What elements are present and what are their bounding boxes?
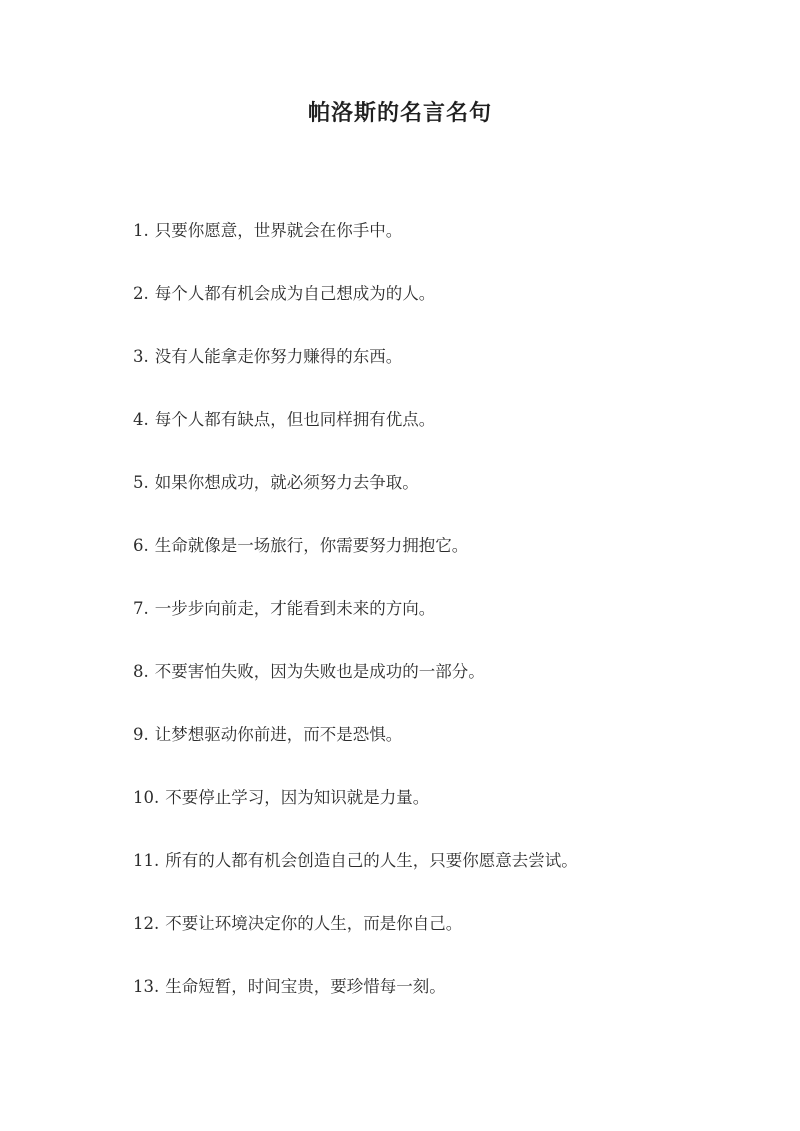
quote-text: 不要让环境决定你的人生，而是你自己。 <box>165 914 463 933</box>
quote-text: 不要害怕失败，因为失败也是成功的一部分。 <box>154 662 485 681</box>
quote-text: 每个人都有缺点，但也同样拥有优点。 <box>154 410 436 429</box>
quote-number: 5. <box>133 473 149 492</box>
quote-text: 只要你愿意，世界就会在你手中。 <box>154 221 403 240</box>
quote-number: 3. <box>133 347 149 366</box>
quote-item <box>133 720 753 783</box>
quote-number: 10. <box>133 788 160 807</box>
quote-item <box>133 846 753 909</box>
quote-text: 让梦想驱动你前进，而不是恐惧。 <box>154 725 403 744</box>
quote-number: 2. <box>133 284 149 303</box>
quote-item <box>133 405 753 468</box>
quote-text: 没有人能拿走你努力赚得的东西。 <box>154 347 403 366</box>
quote-number: 9. <box>133 725 149 744</box>
quote-text: 生命就像是一场旅行，你需要努力拥抱它。 <box>154 536 469 555</box>
quote-number: 11. <box>133 851 160 870</box>
quote-list <box>133 216 753 1035</box>
quote-number: 1. <box>133 221 149 240</box>
quote-item <box>133 468 753 531</box>
quote-number: 4. <box>133 410 149 429</box>
quote-number: 7. <box>133 599 149 618</box>
quote-item <box>133 342 753 405</box>
quote-item <box>133 279 753 342</box>
quote-item <box>133 909 753 972</box>
quote-text: 所有的人都有机会创造自己的人生，只要你愿意去尝试。 <box>165 851 578 870</box>
quote-text: 如果你想成功，就必须努力去争取。 <box>154 473 419 492</box>
quote-item <box>133 657 753 720</box>
quote-number: 8. <box>133 662 149 681</box>
quote-item <box>133 531 753 594</box>
quote-number: 12. <box>133 914 160 933</box>
quote-text: 一步步向前走，才能看到未来的方向。 <box>154 599 436 618</box>
quote-item <box>133 972 753 1035</box>
quote-item <box>133 783 753 846</box>
quote-item <box>133 594 753 657</box>
document-title: 帕洛斯的名言名句 <box>307 100 492 126</box>
quote-number: 6. <box>133 536 149 555</box>
quote-text: 不要停止学习，因为知识就是力量。 <box>165 788 430 807</box>
quote-text: 每个人都有机会成为自己想成为的人。 <box>154 284 436 303</box>
quote-number: 13. <box>133 977 160 996</box>
quote-item <box>133 216 753 279</box>
quote-text: 生命短暂，时间宝贵，要珍惜每一刻。 <box>165 977 446 996</box>
